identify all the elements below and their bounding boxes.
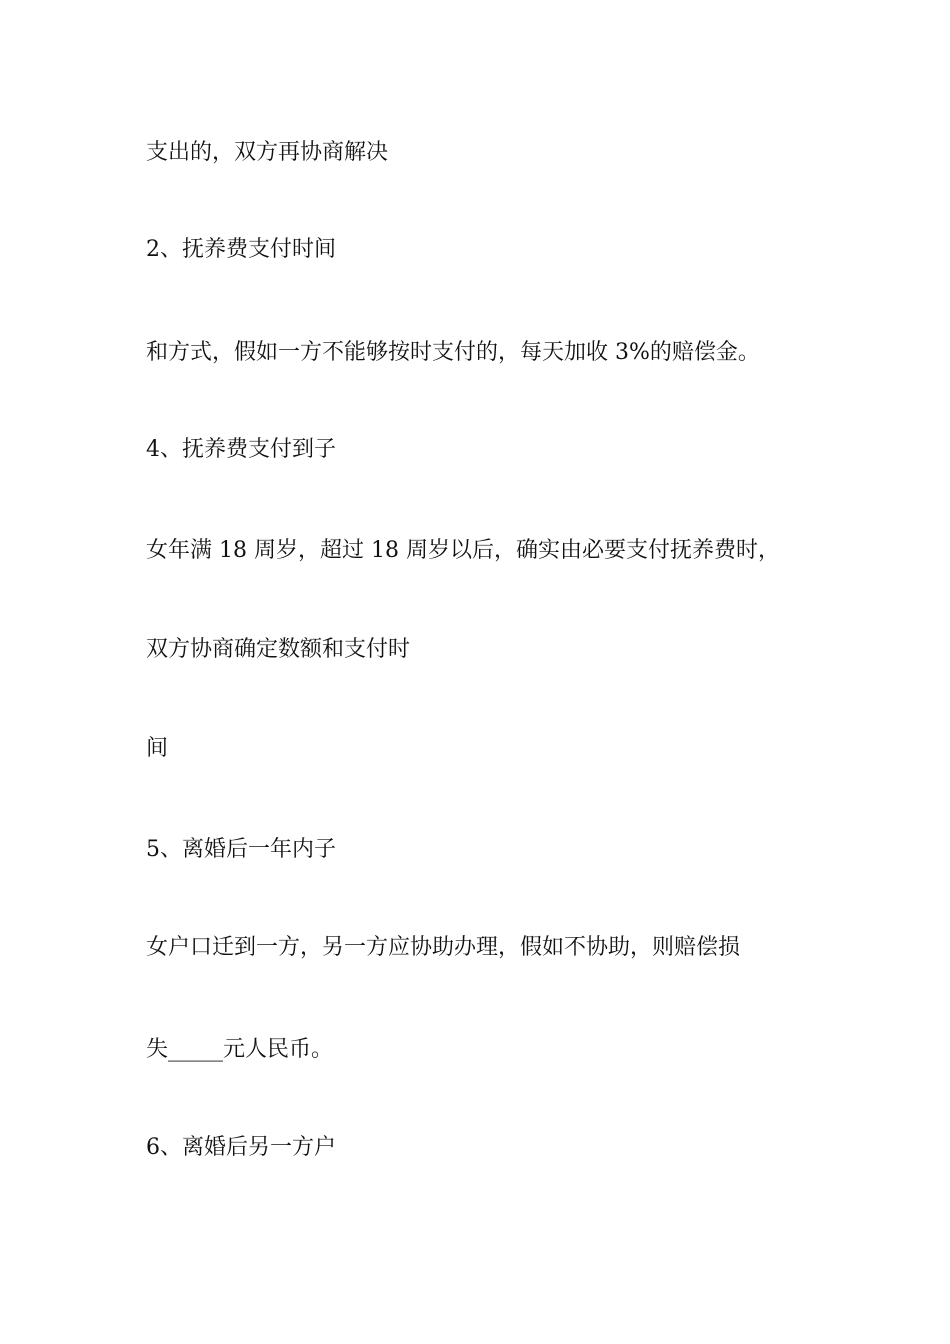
- clause-heading-5: 5、离婚后一年内子: [146, 837, 336, 862]
- body-text-line: 女年满 18 周岁，超过 18 周岁以后，确实由必要支付抚养费时，: [146, 538, 780, 563]
- body-text-line: 双方协商确定数额和支付时: [146, 637, 411, 662]
- body-text-line: 女户口迁到一方，另一方应协助办理，假如不协助，则赔偿损: [146, 935, 741, 960]
- body-text-line: 支出的，双方再协商解决: [146, 140, 389, 165]
- clause-heading-2: 2、抚养费支付时间: [146, 237, 336, 262]
- body-text-line: 和方式，假如一方不能够按时支付的，每天加收 3%的赔偿金。: [146, 340, 760, 365]
- body-text-line: 间: [146, 736, 169, 761]
- body-text-line: 失_____元人民币。: [146, 1037, 334, 1062]
- clause-heading-6: 6、离婚后另一方户: [146, 1135, 336, 1160]
- clause-heading-4: 4、抚养费支付到子: [146, 437, 336, 462]
